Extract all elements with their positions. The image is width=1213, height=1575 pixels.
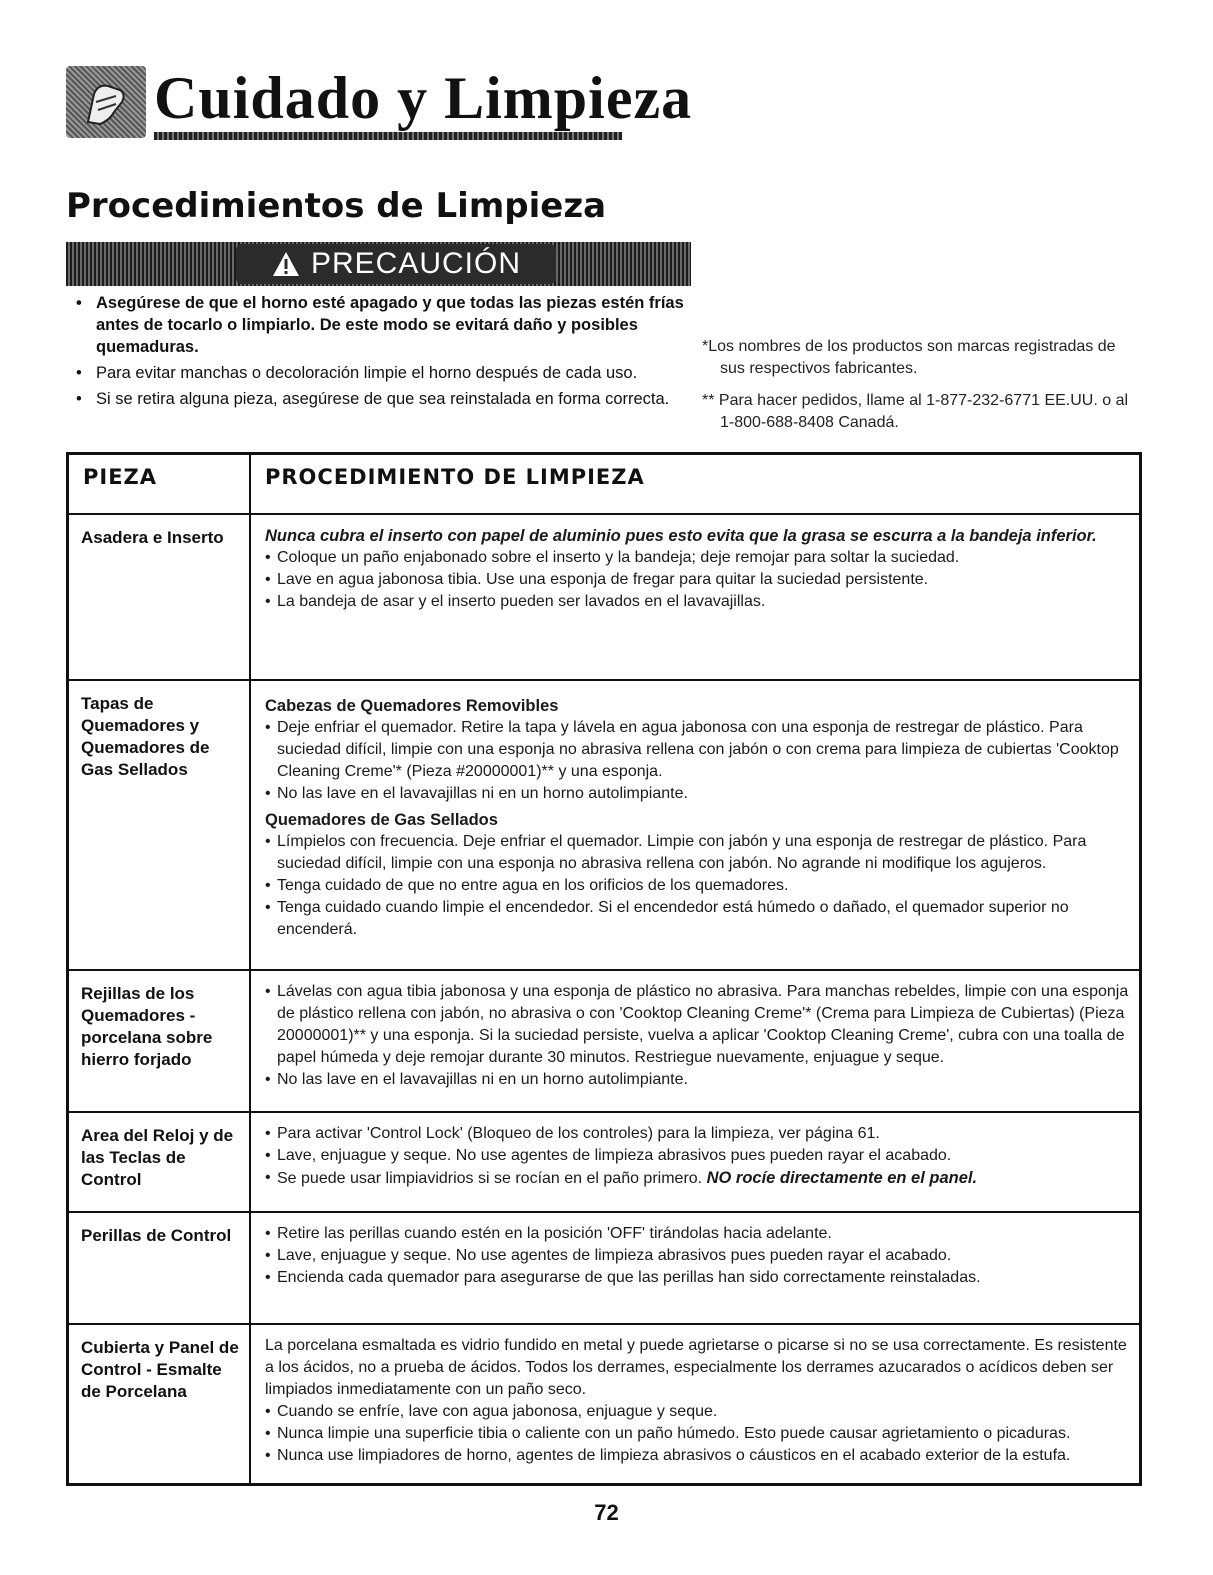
part-name: Area del Reloj y de las Teclas de Control xyxy=(68,1112,251,1212)
brand-title: Cuidado y Limpieza xyxy=(154,65,693,131)
list-item: • Lave en agua jabonosa tibia. Use una esponja de fregar para quitar la suciedad persistente. xyxy=(265,569,1131,591)
list-item: • Cuando se enfríe, lave con agua jabonosa, enjuague y seque. xyxy=(265,1401,1131,1423)
caution-item: • Asegúrese de que el horno esté apagado y que todas las piezas estén frías antes de tocarlo o limpiarlo. De este modo se evitará daño y posibles quemaduras. xyxy=(66,292,691,358)
cleaning-hand-icon xyxy=(66,66,146,138)
brand-rule xyxy=(154,132,622,140)
warning-triangle-icon xyxy=(271,250,301,278)
subsection-title: Cabezas de Quemadores Removibles xyxy=(265,697,559,715)
trademark-note: *Los nombres de los productos son marcas registradas de sus respectivos fabricantes. xyxy=(702,338,1116,377)
procedure-cell xyxy=(250,680,1141,970)
list-item: • Lave, enjuague y seque. No use agentes de limpieza abrasivos pues pueden rayar el acabado. xyxy=(265,1145,1131,1167)
procedure-cell xyxy=(250,514,1141,680)
table-row xyxy=(68,1112,1141,1212)
part-name: Rejillas de los Quemadores - porcelana sobre hierro forjado xyxy=(68,970,251,1112)
page-number: 72 xyxy=(594,1500,619,1525)
table-row xyxy=(68,970,1141,1112)
cleaning-table xyxy=(66,452,1142,1486)
part-name: Tapas de Quemadores y Quemadores de Gas Sellados xyxy=(68,680,251,970)
list-item: • Nunca limpie una superficie tibia o caliente con un paño húmedo. Esto puede causar agrietamiento o picaduras. xyxy=(265,1423,1131,1445)
bullet-list xyxy=(265,547,1131,613)
bullet-list xyxy=(265,717,1131,805)
procedure-cell xyxy=(250,970,1141,1112)
warning-text: Nunca cubra el inserto con papel de aluminio pues esto evita que la grasa se escurra a la bandeja inferior. xyxy=(265,527,1097,545)
caution-item: • Para evitar manchas o decoloración limpie el horno después de cada uso. xyxy=(66,362,691,384)
table-row xyxy=(68,514,1141,680)
procedure-cell xyxy=(250,1112,1141,1212)
header-part: PIEZA xyxy=(68,454,251,515)
procedure-cell xyxy=(250,1324,1141,1484)
caution-box xyxy=(66,242,691,442)
ordering-note: ** Para hacer pedidos, llame al 1-877-232-6771 EE.UU. o al 1-800-688-8408 Canadá. xyxy=(702,392,1129,431)
caution-label: PRECAUCIÓN xyxy=(310,247,522,280)
subsection-title: Quemadores de Gas Sellados xyxy=(265,811,498,829)
procedure-cell xyxy=(250,1212,1141,1324)
list-item-text: Se puede usar limpiavidrios si se rocían en el paño primero. xyxy=(277,1170,703,1187)
list-item: • Retire las perillas cuando estén en la posición 'OFF' tirándolas hacia adelante. xyxy=(265,1223,1131,1245)
list-item: • Coloque un paño enjabonado sobre el inserto y la bandeja; deje remojar para soltar la suciedad. xyxy=(265,547,1131,569)
caution-list xyxy=(66,292,691,414)
table-row xyxy=(68,680,1141,970)
bullet-list xyxy=(265,1223,1131,1289)
list-item: • La bandeja de asar y el inserto pueden ser lavados en el lavavajillas. xyxy=(265,591,1131,613)
list-item: • Deje enfriar el quemador. Retire la tapa y lávela en agua jabonosa con una esponja de restregar de plástico. Para suciedad difícil, limpie con una esponja no abrasiva rellena con jabón o con crema para limpieza de cubiertas 'Cooktop Cleaning Creme'* (Pieza #20000001)** y una esponja. xyxy=(265,717,1131,783)
section-title: Procedimientos de Limpieza xyxy=(66,186,607,226)
bullet-list xyxy=(265,1401,1131,1467)
list-item: • Tenga cuidado cuando limpie el encendedor. Si el encendedor está húmedo o dañado, el quemador superior no encenderá. xyxy=(265,897,1131,941)
table-row xyxy=(68,1212,1141,1324)
list-item: • Límpielos con frecuencia. Deje enfriar el quemador. Limpie con jabón y una esponja de restregar de plástico. Para suciedad difícil, limpie con una esponja no abrasiva rellena con jabón. No agrande ni modifique los agujeros. xyxy=(265,831,1131,875)
bullet-list xyxy=(265,831,1131,941)
header-procedure: PROCEDIMIENTO DE LIMPIEZA xyxy=(250,454,1141,515)
footnotes xyxy=(702,336,1142,444)
table-header-row xyxy=(68,454,1141,515)
caution-banner xyxy=(66,242,691,286)
list-item: • Encienda cada quemador para asegurarse de que las perillas han sido correctamente reinstaladas. xyxy=(265,1267,1131,1289)
bullet-list xyxy=(265,1123,1131,1190)
table-row xyxy=(68,1324,1141,1484)
intro-paragraph: La porcelana esmaltada es vidrio fundido en metal y puede agrietarse o picarse si no se usa correctamente. Es resistente a los ácidos, no a prueba de ácidos. Todos los derrames, especialmente los derrames azucarados o acídicos deben ser limpiados inmediatamente con un paño seco. xyxy=(265,1337,1127,1398)
brand-header xyxy=(66,62,693,146)
list-item: • Nunca use limpiadores de horno, agentes de limpieza abrasivos o cáusticos en el acabado exterior de la estufa. xyxy=(265,1445,1131,1467)
panel-warning: NO rocíe directamente en el panel. xyxy=(706,1169,978,1187)
list-item: • No las lave en el lavavajillas ni en un horno autolimpiante. xyxy=(265,1069,1131,1091)
part-name: Asadera e Inserto xyxy=(68,514,251,680)
list-item xyxy=(265,1167,1131,1190)
list-item: • Para activar 'Control Lock' (Bloqueo de los controles) para la limpieza, ver página 61. xyxy=(265,1123,1131,1145)
list-item: • Lave, enjuague y seque. No use agentes de limpieza abrasivos pues pueden rayar el acabado. xyxy=(265,1245,1131,1267)
caution-item: • Si se retira alguna pieza, asegúrese de que sea reinstalada en forma correcta. xyxy=(66,388,691,410)
caution-label-wrap xyxy=(236,244,556,284)
list-item: • Lávelas con agua tibia jabonosa y una esponja de plástico no abrasiva. Para manchas rebeldes, limpie con una esponja de plástico rellena con jabón, no abrasiva o con 'Cooktop Cleaning Creme'* (Crema para Limpieza de Cubiertas) (Pieza 20000001)** y una esponja. Si la suciedad persiste, vuelva a aplicar 'Cooktop Cleaning Creme', cubra con una toalla de papel húmeda y deje remojar durante 30 minutos. Restriegue nuevamente, enjuague y seque. xyxy=(265,981,1131,1069)
list-item: • Tenga cuidado de que no entre agua en los orificios de los quemadores. xyxy=(265,875,1131,897)
part-name: Cubierta y Panel de Control - Esmalte de Porcelana xyxy=(68,1324,251,1484)
bullet-list xyxy=(265,981,1131,1091)
list-item: • No las lave en el lavavajillas ni en un horno autolimpiante. xyxy=(265,783,1131,805)
part-name: Perillas de Control xyxy=(68,1212,251,1324)
